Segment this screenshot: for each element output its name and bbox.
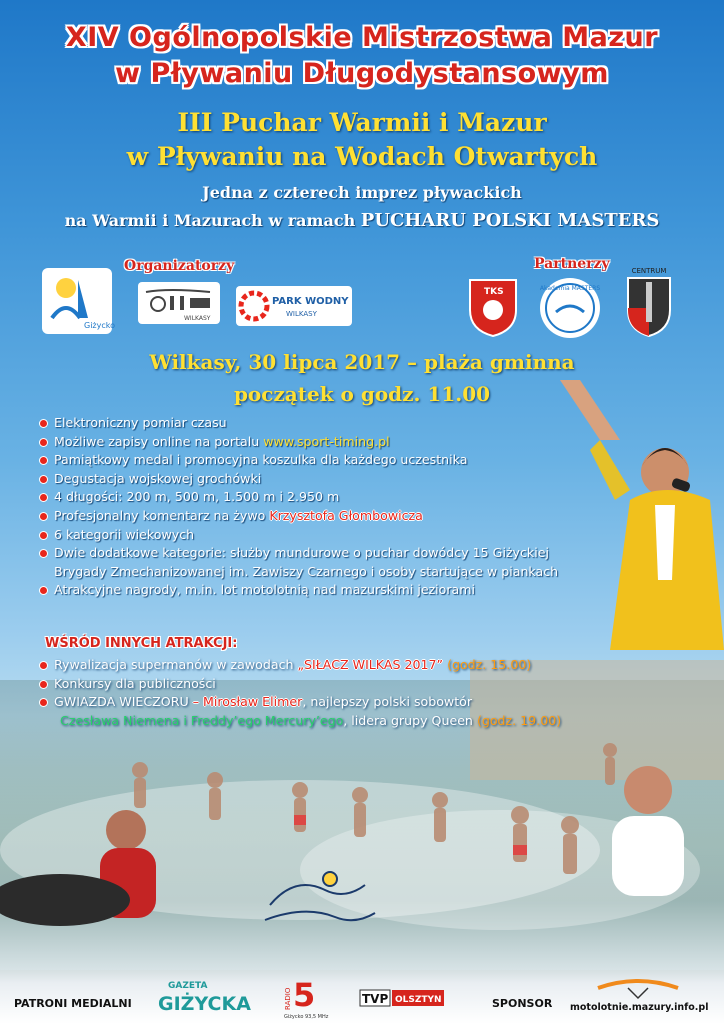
tvp-olsztyn-logo <box>360 988 444 1008</box>
park-wodny-sub: WILKASY <box>286 310 317 318</box>
features-list <box>38 414 558 600</box>
impersonated-names: Czesława Niemena i Freddy’ego Mercury’ego <box>60 712 344 728</box>
feature-9: Atrakcyjne nagrody, m.in. lot motolotnią nad mazurskimi jeziorami <box>54 582 476 598</box>
subtitle-line-2: w Pływaniu na Wodach Otwartych <box>126 142 598 171</box>
list-item <box>38 675 561 694</box>
tagline-masters: PUCHARU POLSKI MASTERS <box>360 210 660 231</box>
gizycko-logo-text: Giżycko <box>84 321 115 330</box>
radio-number: 5 <box>293 976 316 1014</box>
list-item <box>38 581 558 600</box>
gizycko-logo <box>42 268 115 334</box>
list-item <box>38 433 558 452</box>
radio-freq: Giżycko 93,5 MHz <box>284 1014 329 1020</box>
concert-time: (godz. 19.00) <box>476 712 562 728</box>
tagline-line-1: Jedna z czterech imprez pływackich <box>202 183 522 202</box>
commentator-name: Krzysztofa Głombowicza <box>269 507 423 523</box>
feature-6-text: Profesjonalny komentarz na żywo <box>54 507 266 523</box>
radio-word: RADIO <box>284 987 292 1010</box>
event-date-place: Wilkasy, 30 lipca 2017 – plaża gminna <box>149 350 575 374</box>
feature-3: Pamiątkowy medal i promocyjna koszulka dla każdego uczestnika <box>54 452 468 468</box>
footer <box>0 968 724 1024</box>
partners-label: Partnerzy <box>534 256 610 272</box>
feature-8a: Dwie dodatkowe kategorie: służby mundurowe o puchar dowódcy 15 Giżyckiej <box>54 545 549 561</box>
gazeta-name: GIŻYCKA <box>158 993 251 1015</box>
star-name: – Mirosław Elimer <box>192 694 303 710</box>
title-line-1: XIV Ogólnopolskie Mistrzostwa Mazur <box>65 22 659 53</box>
feature-1: Elektroniczny pomiar czasu <box>54 415 227 430</box>
silacz-time: (godz. 15.00) <box>447 657 532 672</box>
queen-text: , lidera grupy Queen <box>343 712 473 728</box>
tagline-line-2 <box>0 210 724 231</box>
radio-5-logo <box>282 970 329 1020</box>
feature-8b: Brygady Zmechanizowanej im. Zawiszy Czarnego i osoby startujące w piankach <box>54 563 559 579</box>
list-item <box>38 544 558 581</box>
attractions-list <box>38 656 561 730</box>
singer-photo <box>560 380 724 650</box>
list-item <box>38 656 561 675</box>
gazeta-gizycka-logo <box>156 976 251 1016</box>
feature-4: Degustacja wojskowej grochówki <box>54 470 262 486</box>
event-start-time: początek o godz. 11.00 <box>233 382 491 406</box>
silacz-event-name: „SIŁACZ WILKAS 2017” <box>297 657 444 672</box>
patrons-label: PATRONI MEDIALNI <box>14 997 132 1010</box>
list-item <box>38 526 558 545</box>
feature-2-text: Możliwe zapisy online na portalu <box>54 433 260 449</box>
feature-7: 6 kategorii wiekowych <box>54 526 195 542</box>
organizers-label: Organizatorzy <box>124 258 235 274</box>
gokir-logo-sub: WILKASY <box>184 315 211 322</box>
feature-5: 4 długości: 200 m, 500 m, 1.500 m i 2.950 m <box>54 489 340 505</box>
masters-text: Akademia MASTERS <box>539 285 601 292</box>
subtitle-line-1: III Puchar Warmii i Mazur <box>177 108 547 137</box>
list-item <box>38 414 558 433</box>
tvp-city: OLSZTYN <box>395 995 442 1005</box>
centrum-text: CENTRUM <box>631 267 667 275</box>
tvp-text: TVP <box>362 992 389 1006</box>
tks-logo <box>466 276 520 338</box>
gokir-logo <box>138 282 220 324</box>
motolotnie-logo <box>568 972 714 1016</box>
park-wodny-logo <box>236 286 352 326</box>
sponsor-label: SPONSOR <box>492 997 553 1010</box>
park-wodny-text: PARK WODNY <box>272 296 349 307</box>
attractions-heading: WŚRÓD INNYCH ATRAKCJI: <box>45 636 238 651</box>
title-line-2: w Pływaniu Długodystansowym <box>115 58 609 89</box>
tagline-prefix: na Warmii i Mazurach w ramach <box>64 211 356 230</box>
list-item <box>38 451 558 470</box>
masters-logo <box>538 276 602 340</box>
gazeta-top: GAZETA <box>168 981 208 991</box>
list-item <box>38 693 561 712</box>
tks-text: TKS <box>484 287 504 297</box>
centrum-logo <box>624 264 674 338</box>
sport-timing-link[interactable]: www.sport-timing.pl <box>263 433 390 449</box>
attraction-2: Konkursy dla publiczności <box>54 675 216 691</box>
list-item <box>38 507 558 526</box>
attraction-1-text: Rywalizacja supermanów w zawodach <box>54 657 294 672</box>
star-label: GWIAZDA WIECZORU <box>54 694 189 710</box>
sponsor-url[interactable]: motolotnie.mazury.info.pl <box>570 1002 709 1013</box>
star-description: , najlepszy polski sobowtór <box>302 694 473 710</box>
list-item <box>38 712 561 731</box>
list-item <box>38 470 558 489</box>
list-item <box>38 488 558 507</box>
